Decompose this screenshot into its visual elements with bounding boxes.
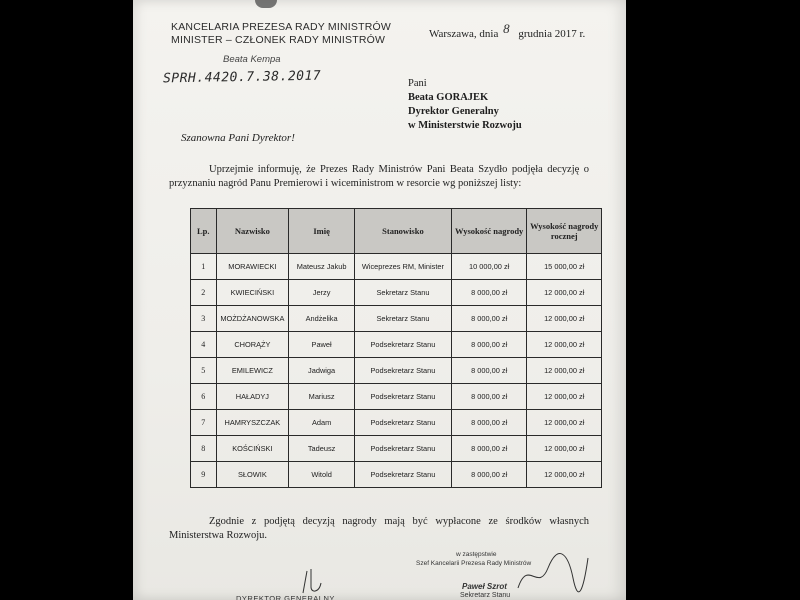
cell-lp: 2	[191, 280, 217, 306]
cell-position: Podsekretarz Stanu	[354, 358, 451, 384]
cell-lp: 8	[191, 436, 217, 462]
salutation: Szanowna Pani Dyrektor!	[181, 132, 295, 144]
cell-surname: HAMRYSZCZAK	[216, 410, 289, 436]
recipient-address	[408, 77, 522, 133]
awards-table	[190, 208, 602, 488]
signature-scribble-icon	[513, 548, 593, 598]
cell-award: 8 000,00 zł	[451, 306, 527, 332]
cell-annual-award: 12 000,00 zł	[527, 358, 602, 384]
signer-name: Paweł Szrot	[462, 582, 507, 591]
recipient-position: Dyrektor Generalny	[408, 106, 499, 117]
cell-lp: 1	[191, 254, 217, 280]
signer-role: Sekretarz Stanu	[460, 592, 511, 599]
table-row	[191, 462, 602, 488]
cell-first-name: Witold	[289, 462, 355, 488]
date-prefix: Warszawa, dnia	[429, 28, 499, 40]
cell-annual-award: 12 000,00 zł	[527, 384, 602, 410]
office-name: Beata Kempa	[223, 54, 281, 65]
cell-first-name: Andżelika	[289, 306, 355, 332]
office-header	[171, 21, 391, 47]
cell-surname: CHORĄŻY	[216, 332, 289, 358]
cell-position: Podsekretarz Stanu	[354, 332, 451, 358]
cell-award: 8 000,00 zł	[451, 462, 527, 488]
cell-annual-award: 12 000,00 zł	[527, 410, 602, 436]
emblem-icon	[255, 0, 277, 8]
table-row	[191, 280, 602, 306]
table-row	[191, 410, 602, 436]
cell-first-name: Jerzy	[289, 280, 355, 306]
header-lp: Lp.	[191, 209, 217, 254]
cell-position: Sekretarz Stanu	[354, 280, 451, 306]
reference-number: SPRH.4420.7.38.2017	[162, 68, 322, 87]
cell-lp: 7	[191, 410, 217, 436]
date-day: 8	[503, 21, 510, 36]
cell-position: Podsekretarz Stanu	[354, 410, 451, 436]
cell-first-name: Mariusz	[289, 384, 355, 410]
office-line-1: KANCELARIA PREZESA RADY MINISTRÓW	[171, 21, 391, 33]
cell-position: Sekretarz Stanu	[354, 306, 451, 332]
cell-annual-award: 12 000,00 zł	[527, 462, 602, 488]
cell-award: 8 000,00 zł	[451, 384, 527, 410]
header-annual-award: Wysokość nagrody rocznej	[527, 209, 602, 254]
header-surname: Nazwisko	[216, 209, 289, 254]
cell-annual-award: 12 000,00 zł	[527, 332, 602, 358]
recipient-name: Beata GORAJEK	[408, 92, 489, 103]
stamp-line: Szef Kancelarii Prezesa Rady Ministrów	[416, 560, 532, 567]
cell-annual-award: 12 000,00 zł	[527, 306, 602, 332]
date-suffix: grudnia 2017 r.	[518, 28, 586, 40]
cell-lp: 3	[191, 306, 217, 332]
table-row	[191, 384, 602, 410]
on-behalf-note: w zastępstwie	[456, 551, 497, 558]
table-row	[191, 254, 602, 280]
cell-lp: 4	[191, 332, 217, 358]
cell-annual-award: 15 000,00 zł	[527, 254, 602, 280]
cell-first-name: Mateusz Jakub	[289, 254, 355, 280]
office-line-2: MINISTER – CZŁONEK RADY MINISTRÓW	[171, 34, 386, 46]
cell-award: 10 000,00 zł	[451, 254, 527, 280]
cell-surname: MOŻDŻANOWSKA	[216, 306, 289, 332]
cell-position: Wiceprezes RM, Minister	[354, 254, 451, 280]
header-position: Stanowisko	[354, 209, 451, 254]
director-stamp: DYREKTOR GENERALNY	[236, 594, 335, 600]
cell-first-name: Adam	[289, 410, 355, 436]
table-row	[191, 306, 602, 332]
letter-page	[133, 0, 626, 600]
cell-lp: 6	[191, 384, 217, 410]
cell-annual-award: 12 000,00 zł	[527, 280, 602, 306]
cell-first-name: Paweł	[289, 332, 355, 358]
header-award: Wysokość nagrody	[451, 209, 527, 254]
cell-award: 8 000,00 zł	[451, 436, 527, 462]
table-row	[191, 436, 602, 462]
cell-award: 8 000,00 zł	[451, 358, 527, 384]
cell-award: 8 000,00 zł	[451, 410, 527, 436]
intro-paragraph: Uprzejmie informuję, że Prezes Rady Ministrów Pani Beata Szydło podjęła decyzję o przyznaniu nagród Panu Premierowi i wiceministrom w resorcie wg poniższej listy:	[169, 164, 589, 189]
cell-lp: 9	[191, 462, 217, 488]
cell-surname: EMILEWICZ	[216, 358, 289, 384]
cell-first-name: Jadwiga	[289, 358, 355, 384]
cell-surname: HAŁADYJ	[216, 384, 289, 410]
cell-award: 8 000,00 zł	[451, 332, 527, 358]
table-header-row	[191, 209, 602, 254]
table-row	[191, 358, 602, 384]
cell-first-name: Tadeusz	[289, 436, 355, 462]
cell-annual-award: 12 000,00 zł	[527, 436, 602, 462]
cell-surname: MORAWIECKI	[216, 254, 289, 280]
initials-scribble-icon	[293, 565, 333, 595]
cell-surname: KWIECIŃSKI	[216, 280, 289, 306]
cell-position: Podsekretarz Stanu	[354, 384, 451, 410]
closing-paragraph: Zgodnie z podjętą decyzją nagrody mają być wypłacone ze środków własnych Ministerstwa Rozwoju.	[169, 516, 589, 541]
cell-surname: SŁOWIK	[216, 462, 289, 488]
table-row	[191, 332, 602, 358]
recipient-title: Pani	[408, 78, 427, 89]
cell-surname: KOŚCIŃSKI	[216, 436, 289, 462]
cell-position: Podsekretarz Stanu	[354, 462, 451, 488]
letter-date	[429, 21, 586, 41]
cell-position: Podsekretarz Stanu	[354, 436, 451, 462]
header-first-name: Imię	[289, 209, 355, 254]
cell-lp: 5	[191, 358, 217, 384]
cell-award: 8 000,00 zł	[451, 280, 527, 306]
recipient-institution: w Ministerstwie Rozwoju	[408, 120, 522, 131]
